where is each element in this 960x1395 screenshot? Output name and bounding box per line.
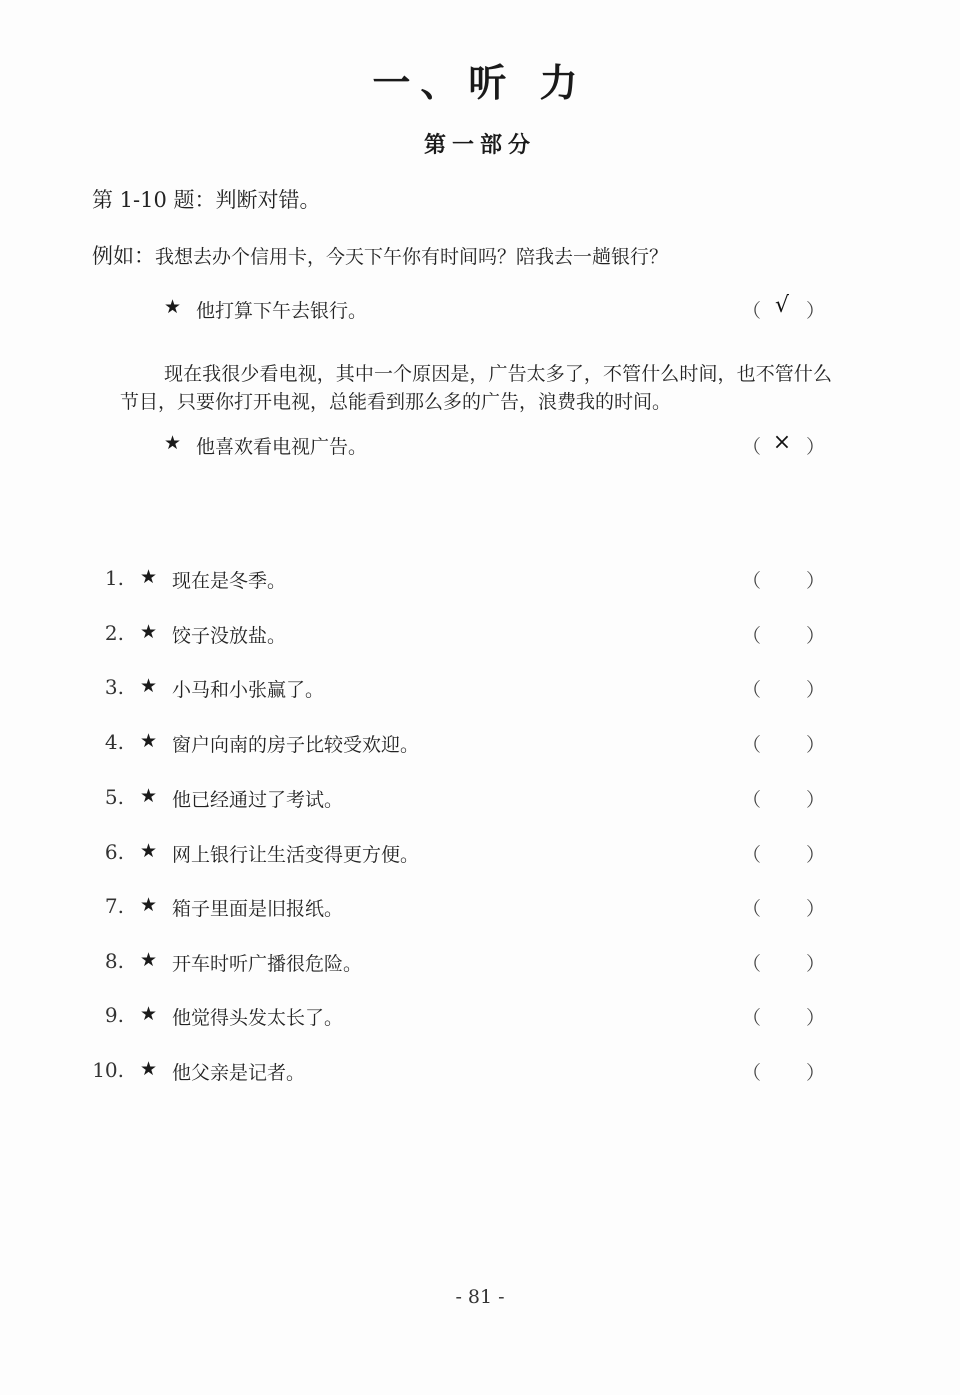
check-mark-icon: √ bbox=[774, 293, 790, 318]
question-statement: 箱子里面是旧报纸。 bbox=[172, 898, 344, 920]
question-number: 3. bbox=[104, 675, 124, 699]
example2-statement-row bbox=[0, 432, 960, 464]
star-icon: ★ bbox=[140, 785, 158, 807]
page-number: - 81 - bbox=[455, 1286, 505, 1308]
answer-close-paren[interactable]: ） bbox=[806, 789, 826, 811]
question-row bbox=[0, 621, 960, 653]
open-paren: （ bbox=[742, 436, 762, 458]
star-icon: ★ bbox=[140, 730, 158, 752]
example-sentence: 我想去办个信用卡，今天下午你有时间吗？陪我去一趟银行？ bbox=[155, 246, 669, 268]
answer-open-paren[interactable]: （ bbox=[742, 789, 762, 811]
question-statement: 他父亲是记者。 bbox=[172, 1062, 306, 1084]
answer-open-paren[interactable]: （ bbox=[742, 1007, 762, 1029]
cross-mark-icon: × bbox=[772, 430, 792, 455]
question-row bbox=[0, 730, 960, 762]
question-number: 8. bbox=[104, 949, 124, 973]
question-statement: 饺子没放盐。 bbox=[172, 625, 287, 647]
star-icon: ★ bbox=[140, 840, 158, 862]
answer-open-paren[interactable]: （ bbox=[742, 625, 762, 647]
question-number: 7. bbox=[104, 894, 124, 918]
question-statement: 他已经通过了考试。 bbox=[172, 789, 344, 811]
question-statement: 开车时听广播很危险。 bbox=[172, 953, 363, 975]
star-icon: ★ bbox=[164, 432, 182, 454]
star-icon: ★ bbox=[140, 675, 158, 697]
question-number: 2. bbox=[104, 621, 124, 645]
star-icon: ★ bbox=[140, 566, 158, 588]
question-row bbox=[0, 675, 960, 707]
question-row bbox=[0, 1058, 960, 1090]
part-title: 第一部分 bbox=[423, 133, 536, 158]
answer-open-paren[interactable]: （ bbox=[742, 1062, 762, 1084]
star-icon: ★ bbox=[140, 621, 158, 643]
question-row bbox=[0, 840, 960, 872]
close-paren: ） bbox=[806, 436, 826, 458]
question-row bbox=[0, 894, 960, 926]
answer-close-paren[interactable]: ） bbox=[806, 570, 826, 592]
question-statement: 他觉得头发太长了。 bbox=[172, 1007, 344, 1029]
example-sentence-line bbox=[92, 240, 668, 270]
question-row bbox=[0, 1003, 960, 1035]
example-statement-row bbox=[0, 293, 960, 328]
question-number: 4. bbox=[104, 730, 124, 754]
instruction-text: 第 1-10 题：判断对错。 bbox=[92, 188, 321, 212]
answer-close-paren[interactable]: ） bbox=[806, 1007, 826, 1029]
answer-open-paren[interactable]: （ bbox=[742, 898, 762, 920]
answer-close-paren[interactable]: ） bbox=[806, 953, 826, 975]
answer-close-paren[interactable]: ） bbox=[806, 734, 826, 756]
open-paren: （ bbox=[742, 300, 762, 322]
answer-close-paren[interactable]: ） bbox=[806, 844, 826, 866]
star-icon: ★ bbox=[164, 296, 182, 318]
answer-close-paren[interactable]: ） bbox=[806, 898, 826, 920]
example-statement: 他打算下午去银行。 bbox=[196, 300, 368, 322]
answer-close-paren[interactable]: ） bbox=[806, 679, 826, 701]
question-number: 10. bbox=[92, 1058, 124, 1082]
section-title: 一、听 力 bbox=[372, 61, 588, 105]
question-number: 9. bbox=[104, 1003, 124, 1027]
question-row bbox=[0, 949, 960, 981]
question-statement: 现在是冬季。 bbox=[172, 570, 287, 592]
question-number: 5. bbox=[104, 785, 124, 809]
question-number: 1. bbox=[104, 566, 124, 590]
star-icon: ★ bbox=[140, 1058, 158, 1080]
example2-statement: 他喜欢看电视广告。 bbox=[196, 436, 368, 458]
star-icon: ★ bbox=[140, 1003, 158, 1025]
question-number: 6. bbox=[104, 840, 124, 864]
close-paren: ） bbox=[806, 300, 826, 322]
answer-close-paren[interactable]: ） bbox=[806, 1062, 826, 1084]
star-icon: ★ bbox=[140, 894, 158, 916]
question-statement: 窗户向南的房子比较受欢迎。 bbox=[172, 734, 420, 756]
answer-open-paren[interactable]: （ bbox=[742, 844, 762, 866]
star-icon: ★ bbox=[140, 949, 158, 971]
example-passage: 现在我很少看电视，其中一个原因是，广告太多了，不管什么时间，也不管什么节目，只要你打开电视，总能看到那么多的广告，浪费我的时间。 bbox=[120, 363, 832, 413]
answer-open-paren[interactable]: （ bbox=[742, 570, 762, 592]
example-label: 例如： bbox=[92, 244, 155, 268]
question-row bbox=[0, 785, 960, 817]
question-statement: 小马和小张赢了。 bbox=[172, 679, 325, 701]
answer-close-paren[interactable]: ） bbox=[806, 625, 826, 647]
answer-open-paren[interactable]: （ bbox=[742, 734, 762, 756]
answer-open-paren[interactable]: （ bbox=[742, 953, 762, 975]
question-row bbox=[0, 566, 960, 598]
answer-open-paren[interactable]: （ bbox=[742, 679, 762, 701]
question-statement: 网上银行让生活变得更方便。 bbox=[172, 844, 420, 866]
